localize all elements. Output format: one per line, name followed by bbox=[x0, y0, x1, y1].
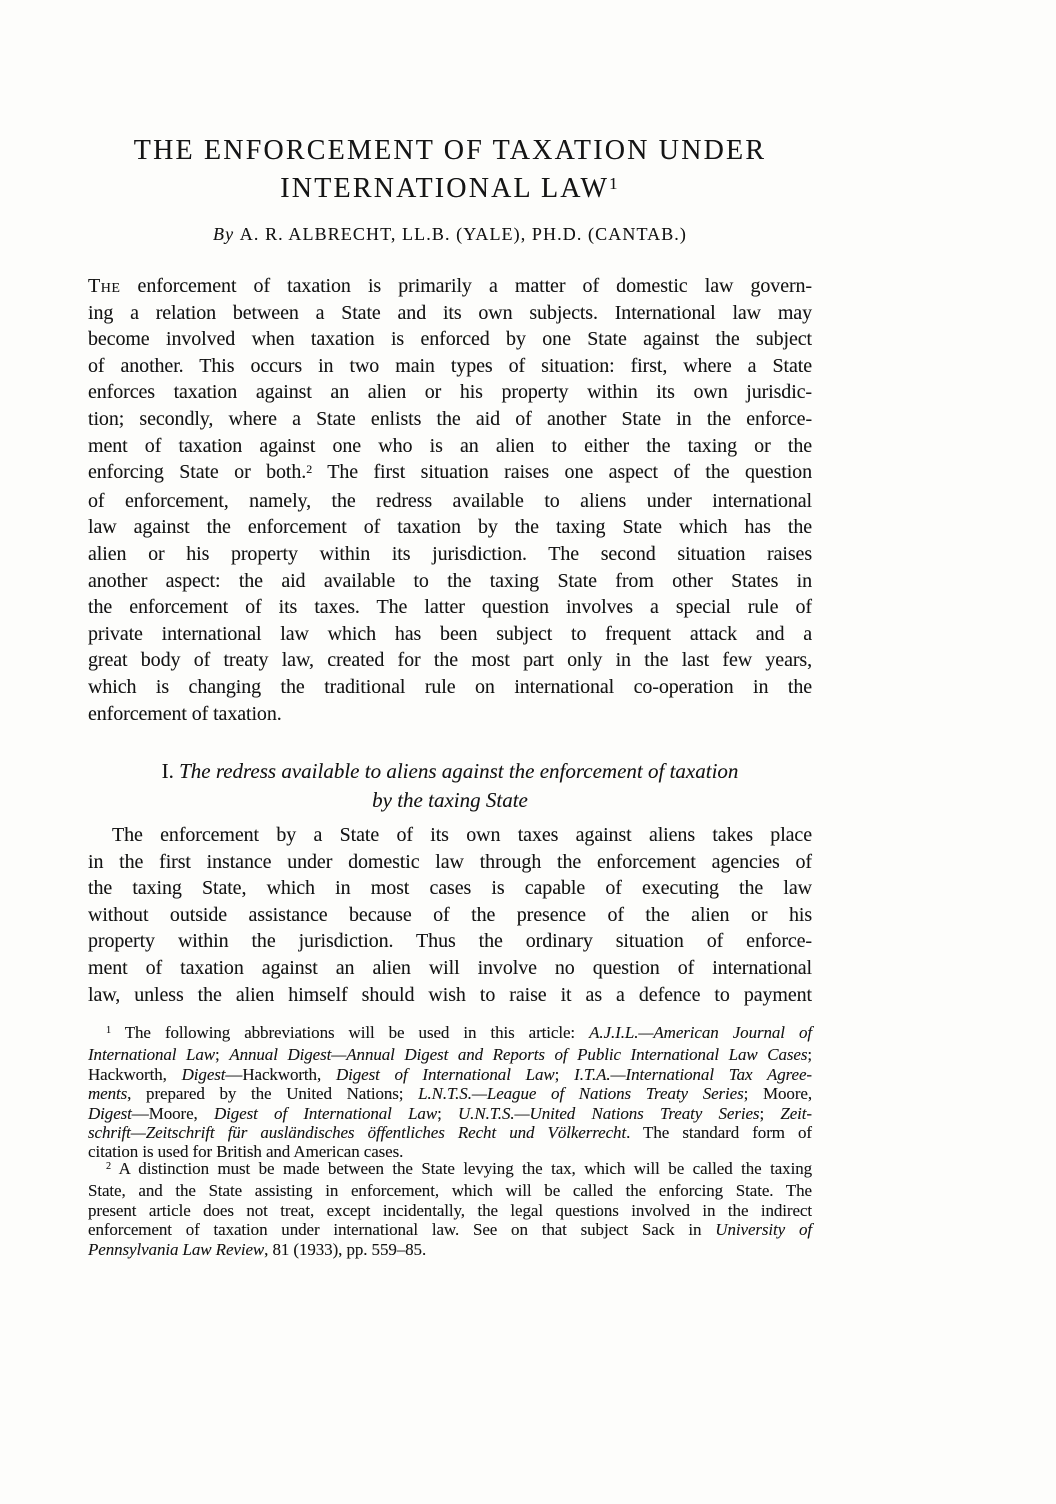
text-segment: The following abbreviations will be used in this article: bbox=[111, 1023, 590, 1042]
text-segment: University of bbox=[715, 1220, 812, 1240]
text-segment: Digest bbox=[181, 1064, 226, 1084]
text-segment: ; bbox=[437, 1103, 458, 1123]
text-line bbox=[88, 1023, 812, 1045]
footnote-reference: 2 bbox=[306, 461, 313, 476]
text-segment: enforcement of taxation under international law. See on that subject Sack in bbox=[88, 1220, 716, 1240]
text-segment: A. R. ALBRECHT, LL.B. (YALE), PH.D. (CANTAB.) bbox=[239, 224, 687, 244]
text-segment: law against the enforcement of taxation by the taxing State which has the bbox=[88, 516, 812, 539]
text-segment: by the taxing State bbox=[372, 788, 528, 812]
text-segment: The first situation raises one aspect of the question bbox=[312, 461, 812, 484]
footnote-reference: 1 bbox=[609, 174, 620, 194]
section-1-heading bbox=[88, 757, 812, 815]
text-segment: A distinction must be made between the State levying the tax, which will be called the taxing bbox=[111, 1159, 812, 1178]
text-segment: property within the jurisdiction. Thus the ordinary situation of enforce- bbox=[88, 930, 812, 953]
text-line bbox=[88, 326, 812, 353]
text-segment: private international law which has been subject to frequent attack and a bbox=[88, 622, 812, 645]
text-segment: Digest bbox=[88, 1103, 132, 1123]
text-segment: ing a relation between a State and its own subjects. International law may bbox=[88, 301, 812, 324]
text-segment: enforcement of taxation. bbox=[88, 702, 282, 725]
text-segment: State, and the State assisting in enforcement, which will be called the enforcing State. The bbox=[88, 1181, 812, 1201]
text-segment: of enforcement, namely, the redress available to aliens under international bbox=[88, 489, 812, 512]
text-line bbox=[88, 514, 812, 541]
text-line bbox=[88, 459, 812, 488]
text-segment: ment of taxation against an alien will involve no question of international bbox=[88, 956, 812, 979]
text-line bbox=[88, 701, 812, 728]
text-line bbox=[88, 902, 812, 929]
text-segment: citation is used for British and American cases. bbox=[88, 1142, 404, 1162]
footnote-reference: 2 bbox=[106, 1161, 111, 1173]
text-segment: alien or his property within its jurisdiction. The second situation raises bbox=[88, 542, 812, 565]
text-line bbox=[88, 647, 812, 674]
text-line bbox=[88, 433, 812, 460]
section-1-paragraph bbox=[88, 822, 812, 1008]
text-segment: The redress available to aliens against the enforcement of taxation bbox=[179, 759, 739, 783]
text-segment: By bbox=[212, 224, 240, 244]
intro-paragraph bbox=[88, 273, 812, 727]
text-line bbox=[88, 1220, 812, 1239]
text-line bbox=[88, 273, 812, 300]
text-line bbox=[88, 1123, 812, 1142]
text-line bbox=[88, 1181, 812, 1200]
text-segment: schrift—Zeitschrift für ausländisches öffentliches Recht und Völkerrecht bbox=[88, 1123, 627, 1143]
text-line bbox=[88, 849, 812, 876]
text-line bbox=[88, 786, 812, 815]
text-line bbox=[88, 822, 812, 849]
text-segment: International Law bbox=[88, 1045, 216, 1065]
text-line bbox=[88, 982, 812, 1009]
text-segment: which is changing the traditional rule on international co-operation in the bbox=[88, 675, 812, 698]
text-segment: ; bbox=[215, 1045, 230, 1065]
text-segment: without outside assistance because of the presence of the alien or his bbox=[88, 903, 812, 926]
footnote-1 bbox=[88, 1023, 812, 1162]
text-line bbox=[88, 1159, 812, 1181]
text-line bbox=[88, 353, 812, 380]
text-line bbox=[88, 674, 812, 701]
text-line bbox=[88, 1201, 812, 1220]
text-line bbox=[88, 568, 812, 595]
article-title bbox=[88, 132, 812, 211]
text-segment: enforcement of taxation is primarily a matter of domestic law govern- bbox=[120, 275, 812, 297]
text-segment: become involved when taxation is enforced by one State against the subject bbox=[88, 328, 812, 351]
text-segment: the taxing State, which in most cases is capable of executing the law bbox=[88, 877, 812, 900]
text-segment: of another. This occurs in two main types of situation: first, where a State bbox=[88, 354, 812, 377]
footnote-2 bbox=[88, 1159, 812, 1259]
text-segment: ments bbox=[88, 1084, 128, 1104]
text-segment: great body of treaty law, created for the most part only in the last few years, bbox=[88, 649, 812, 672]
text-segment: law, unless the alien himself should wish to raise it as a defence to payment bbox=[88, 983, 812, 1006]
text-line bbox=[88, 300, 812, 327]
text-segment: I.T.A.—International Tax Agree- bbox=[574, 1064, 812, 1084]
text-segment: ; bbox=[759, 1103, 781, 1123]
text-segment: ; Moore, bbox=[743, 1084, 812, 1104]
text-line bbox=[88, 1045, 812, 1064]
author-byline bbox=[88, 219, 812, 249]
text-segment: enforces taxation against an alien or his property within its own jurisdic- bbox=[88, 381, 812, 404]
text-segment: Pennsylvania Law Review bbox=[88, 1239, 265, 1259]
text-segment: A.J.I.L.—American Journal of bbox=[589, 1023, 812, 1042]
text-segment: —Moore, bbox=[131, 1103, 214, 1123]
text-line bbox=[88, 1065, 812, 1084]
text-segment: in the first instance under domestic law through the enforcement agencies of bbox=[88, 850, 812, 873]
text-line bbox=[88, 132, 812, 170]
text-segment: enforcing State or both. bbox=[88, 461, 307, 484]
text-line bbox=[88, 1240, 812, 1259]
text-segment: ment of taxation against one who is an alien to either the taxing or the bbox=[88, 434, 812, 457]
text-segment: , prepared by the United Nations; bbox=[127, 1084, 419, 1104]
text-segment: THE ENFORCEMENT OF TAXATION UNDER bbox=[133, 135, 767, 166]
text-segment: The bbox=[88, 275, 121, 297]
text-segment: —Hackworth, bbox=[225, 1064, 336, 1084]
text-segment: the enforcement of its taxes. The latter question involves a special rule of bbox=[88, 596, 812, 619]
text-segment: Digest of International Law bbox=[335, 1064, 555, 1084]
text-line bbox=[88, 219, 812, 249]
text-segment: , 81 (1933), pp. 559–85. bbox=[264, 1239, 427, 1259]
text-line bbox=[88, 1104, 812, 1123]
text-segment: Hackworth, bbox=[88, 1064, 182, 1084]
text-segment: The enforcement by a State of its own taxes against aliens takes place bbox=[112, 824, 812, 846]
text-segment: tion; secondly, where a State enlists the aid of another State in the enforce- bbox=[88, 407, 812, 430]
text-segment: . The standard form of bbox=[626, 1123, 812, 1143]
footnote-reference: 1 bbox=[106, 1025, 111, 1037]
text-segment: ; bbox=[807, 1045, 812, 1065]
text-segment: Zeit- bbox=[780, 1103, 812, 1123]
text-segment: Annual Digest—Annual Digest and Reports of Public International Law Cases bbox=[229, 1045, 808, 1065]
text-line bbox=[88, 757, 812, 786]
text-line bbox=[88, 406, 812, 433]
text-line bbox=[88, 928, 812, 955]
text-segment: I. bbox=[161, 759, 180, 783]
text-line bbox=[88, 379, 812, 406]
text-line bbox=[88, 170, 812, 211]
text-segment: Digest of International Law bbox=[213, 1103, 438, 1123]
text-line bbox=[88, 875, 812, 902]
text-segment: present article does not treat, except incidentally, the legal questions involved in the indirect bbox=[88, 1200, 812, 1220]
text-segment: U.N.T.S.—United Nations Treaty Series bbox=[458, 1103, 760, 1123]
text-line bbox=[88, 1084, 812, 1103]
text-segment: INTERNATIONAL LAW bbox=[280, 173, 610, 204]
text-line bbox=[88, 488, 812, 515]
text-line bbox=[88, 594, 812, 621]
text-segment: another aspect: the aid available to the taxing State from other States in bbox=[88, 569, 812, 592]
text-line bbox=[88, 621, 812, 648]
text-segment: L.N.T.S.—League of Nations Treaty Series bbox=[418, 1084, 744, 1104]
text-line bbox=[88, 955, 812, 982]
text-line bbox=[88, 541, 812, 568]
text-segment: ; bbox=[554, 1064, 575, 1084]
